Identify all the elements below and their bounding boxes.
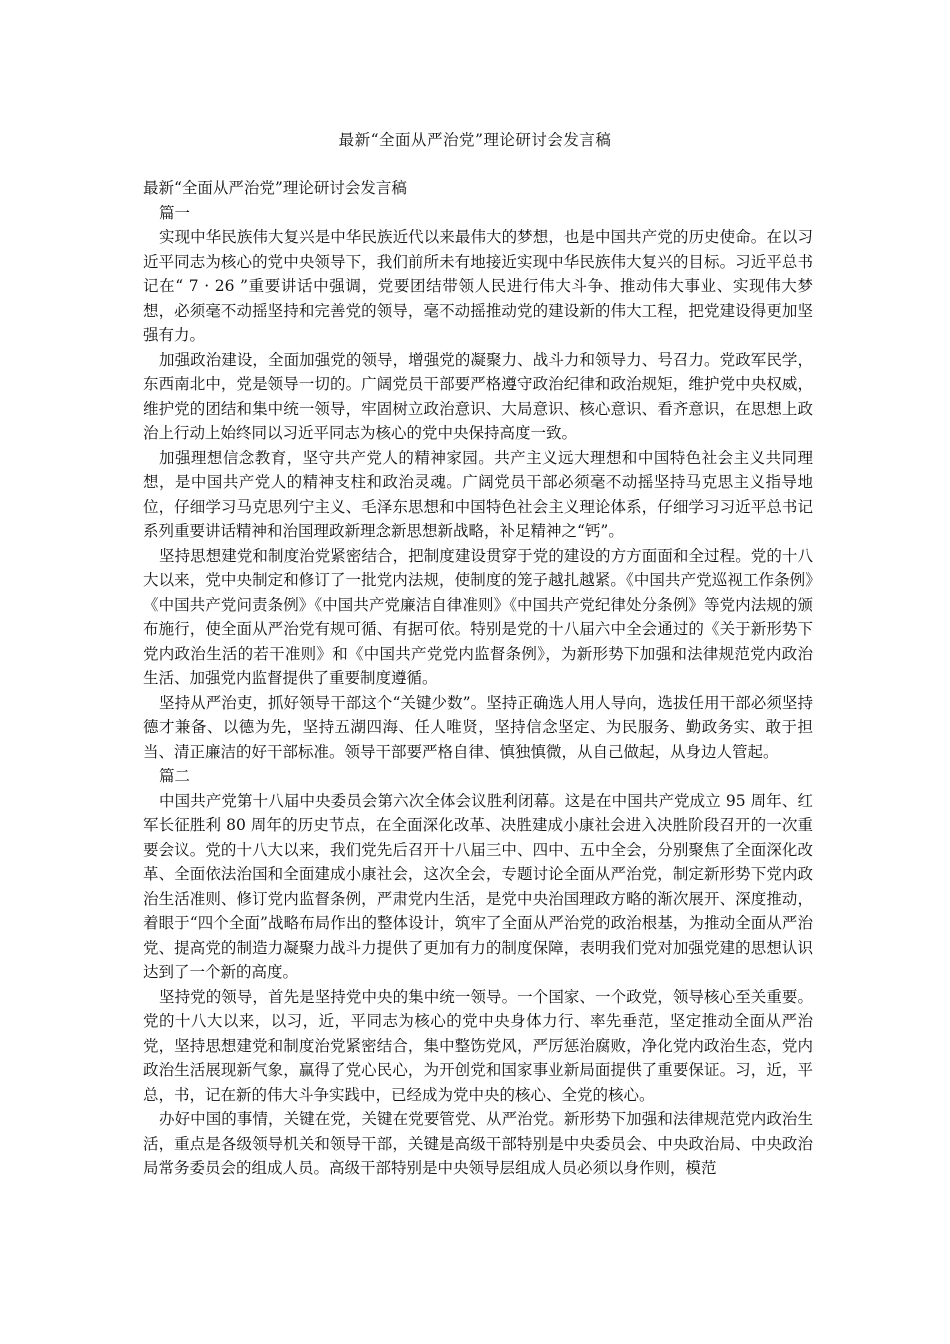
paragraph: 办好中国的事情，关键在党，关键在党要管党、从严治党。新形势下加强和法律规范党内政治生活，重点是各级领导机关和领导干部，关键是高级干部特别是中央委员会、中央政治局、中央政治局常务委员会的组成人员。高级干部特别是中央领导层组成人员必须以身作则，模范 [143, 1110, 813, 1177]
document-title: 最新“全面从严治党”理论研讨会发言稿 [338, 131, 612, 149]
paragraph: 坚持党的领导，首先是坚持党中央的集中统一领导。一个国家、一个政党，领导核心至关重要。党的十八大以来，以习，近，平同志为核心的党中央身体力行、率先垂范，坚定推动全面从严治党，坚持思想建党和制度治党紧密结合，集中整饬党风，严厉惩治腐败，净化党内政治生态，党内政治生活展现新气象，赢得了党心民心，为开创党和国家事业新局面提供了重要保证。习，近，平总，书，记在新的伟大斗争实践中，已经成为党中央的核心、全党的核心。 [143, 987, 813, 1104]
paragraph: 加强政治建设，全面加强党的领导，增强党的凝聚力、战斗力和领导力、号召力。党政军民学，东西南北中，党是领导一切的。广阔党员干部要严格遵守政治纪律和政治规矩，维护党中央权威，维护党的团结和集中统一领导，牢固树立政治意识、大局意识、核心意识、看齐意识，在思想上政治上行动上始终同以习近平同志为核心的党中央保持高度一致。 [143, 350, 813, 442]
paragraph: 坚持从严治吏，抓好领导干部这个“关键少数”。坚持正确选人用人导向，选拔任用干部必须坚持德才兼备、以德为先，坚持五湖四海、任人唯贤，坚持信念坚定、为民服务、勤政务实、敢于担当、清正廉洁的好干部标准。领导干部要严格自律、慎独慎微，从自己做起，从身边人管起。 [143, 693, 813, 761]
section-label-2: 篇二 [159, 767, 191, 785]
document-body [143, 176, 813, 1181]
section-label-1: 篇一 [159, 203, 191, 222]
paragraph: 中国共产党第十八届中央委员会第六次全体会议胜利闭幕。这是在中国共产党成立 95 周年、红军长征胜利 80 周年的历史节点，在全面深化改革、决胜建成小康社会进入决胜阶段召开的一次重要会议。党的十八大以来，我们党先后召开十八届三中、四中、五中全会，分别聚焦了全面深化改革、全面依法治国和全面建成小康社会，这次全会，专题讨论全面从严治党，制定新形势下党内政治生活准则、修订党内监督条例，严肃党内生活，是党中央治国理政方略的渐次展开、深度推动，着眼于“四个全面”战略布局作出的整体设计，筑牢了全面从严治党的政治根基，为推动全面从严治党、提高党的制造力凝聚力战斗力提供了更加有力的制度保障，表明我们党对加强党建的思想认识达到了一个新的高度。 [143, 791, 813, 981]
paragraph: 实现中华民族伟大复兴是中华民族近代以来最伟大的梦想，也是中国共产党的历史使命。在以习近平同志为核心的党中央领导下，我们前所未有地接近实现中华民族伟大复兴的目标。习近平总书记在“ 7 · 26 ”重要讲话中强调，党要团结带领人民进行伟大斗争、推动伟大事业、实现伟大梦想，必须毫不动摇坚持和完善党的领导，毫不动摇推动党的建设新的伟大工程，把党建设得更加坚强有力。 [143, 228, 813, 344]
paragraph: 坚持思想建党和制度治党紧密结合，把制度建设贯穿于党的建设的方方面面和全过程。党的十八大以来，党中央制定和修订了一批党内法规，使制度的笼子越扎越紧。《中国共产党巡视工作条例》《中国共产党问责条例》《中国共产党廉洁自律准则》《中国共产党纪律处分条例》等党内法规的颁布施行，使全面从严治党有规可循、有据可依。特别是党的十八届六中全会通过的《关于新形势下党内政治生活的若干准则》和《中国共产党党内监督条例》，为新形势下加强和法律规范党内政治生活、加强党内监督提供了重要制度遵循。 [143, 546, 813, 687]
paragraph: 加强理想信念教育，坚守共产党人的精神家园。共产主义远大理想和中国特色社会主义共同理想，是中国共产党人的精神支柱和政治灵魂。广阔党员干部必须毫不动摇坚持马克思主义指导地位，仔细学习马克思列宁主义、毛泽东思想和中国特色社会主义理论体系，仔细学习习近平总书记系列重要讲话精神和治国理政新理念新思想新战略，补足精神之“钙”。 [143, 448, 813, 540]
document-subtitle: 最新“全面从严治党”理论研讨会发言稿 [143, 179, 407, 197]
